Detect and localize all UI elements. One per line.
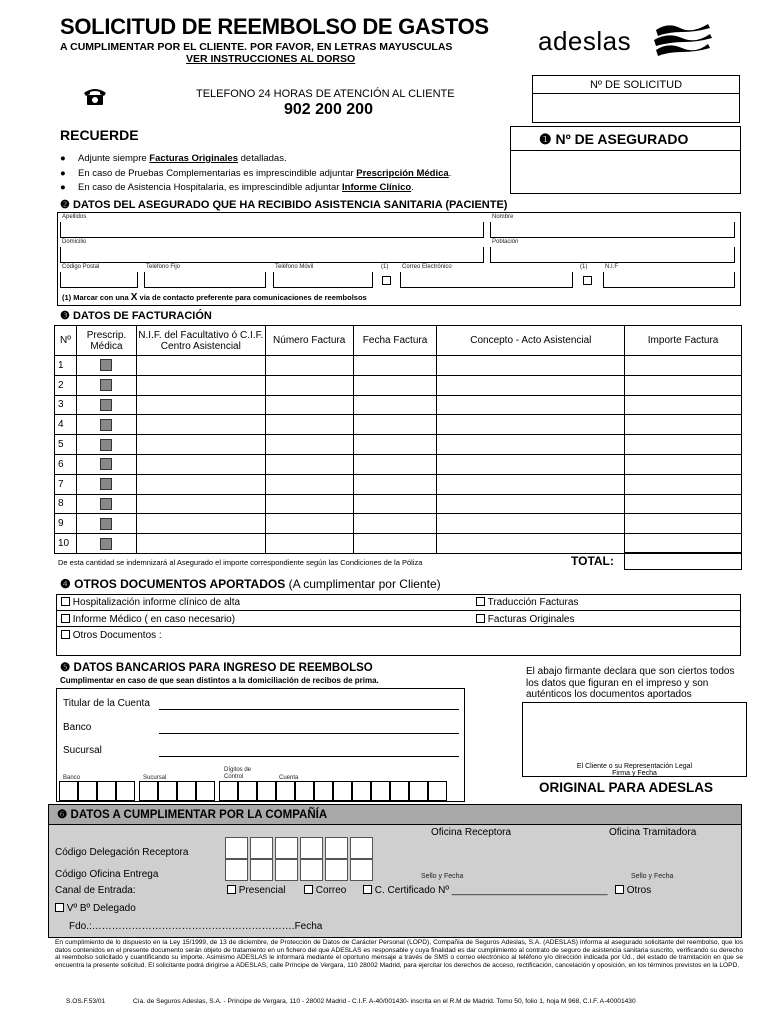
section5-title: ❺ DATOS BANCARIOS PARA INGRESO DE REEMBOLSO <box>60 662 373 674</box>
billing-cell[interactable] <box>353 494 437 514</box>
col-header: N.I.F. del Facultativo ó C.I.F. Centro Asistencial <box>136 326 265 356</box>
prescripcion-checkbox[interactable] <box>100 478 112 490</box>
section3-title: ❸ DATOS DE FACTURACIÓN <box>60 310 212 322</box>
total-label: TOTAL: <box>571 554 614 568</box>
section2-title: ❷ DATOS DEL ASEGURADO QUE HA RECIBIDO ASISTENCIA SANITARIA (PACIENTE) <box>60 199 508 211</box>
account-digit-box[interactable] <box>428 781 447 801</box>
form-title: SOLICITUD DE REEMBOLSO DE GASTOS <box>60 14 489 39</box>
billing-footnote: De esta cantidad se indemnizará al Asegurado el importe correspondiente según las Condiciones de la Póliza <box>58 558 423 567</box>
company-code-box[interactable] <box>250 859 273 881</box>
account-digit-box[interactable] <box>139 781 158 801</box>
codigo-postal-label: Código Postal <box>62 264 100 270</box>
canal-certificado[interactable]: C. Certificado Nº ____________________________ <box>363 885 608 896</box>
mark-note-1: (1) <box>381 264 389 270</box>
billing-cell[interactable] <box>437 494 625 514</box>
logo-waves-icon <box>652 18 714 58</box>
billing-cell[interactable] <box>353 474 437 494</box>
telephone-icon <box>82 86 108 106</box>
billing-cell[interactable] <box>353 514 437 534</box>
correo-label: Correo Electrónico <box>402 264 452 270</box>
solicitud-number-field[interactable] <box>533 94 739 122</box>
company-code-box[interactable] <box>300 837 323 859</box>
billing-cell[interactable] <box>353 415 437 435</box>
row-divider <box>57 610 740 611</box>
billing-cell[interactable] <box>136 454 265 474</box>
billing-row <box>55 356 742 376</box>
row-number: 8 <box>55 494 77 514</box>
poblacion-field[interactable] <box>490 247 735 263</box>
billing-cell[interactable] <box>353 375 437 395</box>
row-number: 7 <box>55 474 77 494</box>
billing-cell[interactable] <box>265 356 353 376</box>
account-digit-box[interactable] <box>97 781 116 801</box>
account-digit-box[interactable] <box>238 781 257 801</box>
recuerde-list <box>60 152 451 196</box>
row-number: 2 <box>55 375 77 395</box>
account-digit-box[interactable] <box>314 781 333 801</box>
account-digit-box[interactable] <box>177 781 196 801</box>
signature-box[interactable] <box>522 702 747 777</box>
sello-fecha-1: Sello y Fecha <box>421 873 464 880</box>
prescripcion-cell[interactable] <box>76 435 136 455</box>
row-number: 9 <box>55 514 77 534</box>
billing-cell[interactable] <box>625 454 742 474</box>
billing-cell[interactable] <box>437 356 625 376</box>
banco-digits-label: Banco <box>63 775 81 781</box>
doc-option[interactable]: Informe Médico ( en caso necesario) <box>61 614 235 625</box>
section4-title: ❹ OTROS DOCUMENTOS APORTADOS (A cumplimentar por Cliente) <box>60 577 441 591</box>
company-code-box[interactable] <box>275 837 298 859</box>
billing-cell[interactable] <box>625 375 742 395</box>
section4-box <box>56 594 741 656</box>
col-header: Nº <box>55 326 77 356</box>
billing-cell[interactable] <box>625 356 742 376</box>
asegurado-box <box>510 126 741 194</box>
section6-header: ❻ DATOS A CUMPLIMENTAR POR LA COMPAÑÍA <box>49 805 741 825</box>
digitos-label-1: Dígitos de <box>224 767 252 773</box>
account-digit-box[interactable] <box>78 781 97 801</box>
informe-medico-checkbox[interactable] <box>61 614 70 623</box>
codigo-postal-field[interactable] <box>60 272 138 288</box>
col-header: Fecha Factura <box>353 326 437 356</box>
billing-cell[interactable] <box>265 494 353 514</box>
doc-option[interactable]: Traducción Facturas <box>476 597 578 608</box>
billing-cell[interactable] <box>265 534 353 554</box>
prescripcion-checkbox[interactable] <box>100 359 112 371</box>
facturas-originales-checkbox[interactable] <box>476 614 485 623</box>
asegurado-number-field[interactable] <box>511 151 740 193</box>
sucursal-digits-label: Sucursal <box>143 775 167 781</box>
apellidos-field[interactable] <box>60 222 484 238</box>
billing-cell[interactable] <box>625 494 742 514</box>
contact-preference-note: (1) Marcar con una X vía de contacto preferente para comunicaciones de reembolsos <box>62 292 367 303</box>
company-footer: Cía. de Seguros Adeslas, S.A. - Príncipe de Vergara, 110 - 28002 Madrid - C.I.F. A-40/001430- inscrita en el R.M de Madrid. Tomo 50, folio 1, hoja M 968, C.I.F. A-40001430 <box>133 998 636 1005</box>
billing-row <box>55 454 742 474</box>
legal-notice: En cumplimiento de lo dispuesto en la Ley 15/1999, de 13 de diciembre, de Protección de Datos de Carácter Personal (LOPD), Compañía de Seguros Adeslas, S.A. (ADESLAS) informa al asegurado solicitante del reembolso, que los datos contenidos en el presente documento serán objeto de tratamiento en un fichero del que ADESLAS es responsable y cuya finalidad es dar cumplimiento al contrato de seguro de asistencia sanitaria suscrito, verificando su derecho al reembolso solicitado y cuantificando su importe. Asimismo ADESLAS le informará mediante el oportuno mensaje a través de SMS o correo electrónico al teléfono y/o dirección indicada por Ud., del estado de tramitación en que se encuentra la presente solicitud. El solicitante podrá dirigirse a ADESLAS, calle Príncipe de Vergara, 110 28002 Madrid, para ejercitar los derechos de acceso, rectificación, cancelación y oposición, en los términos previstos en la LOPD. <box>55 939 743 969</box>
row-number: 10 <box>55 534 77 554</box>
prescripcion-checkbox[interactable] <box>100 458 112 470</box>
signature-caption-2: Firma y Fecha <box>612 770 657 777</box>
account-digit-box[interactable] <box>158 781 177 801</box>
billing-cell[interactable] <box>265 474 353 494</box>
canal-presencial[interactable]: Presencial <box>227 885 285 896</box>
canal-correo[interactable]: Correo <box>304 885 346 896</box>
col-header: Prescrip. Médica <box>76 326 136 356</box>
billing-cell[interactable] <box>136 514 265 534</box>
prescripcion-checkbox[interactable] <box>100 518 112 530</box>
declaration-text: El abajo firmante declara que son ciertos todos los datos que figuran en el impreso y son auténticos los documentos aportados <box>526 666 735 700</box>
recuerde-title: RECUERDE <box>60 127 139 143</box>
prescripcion-cell[interactable] <box>76 356 136 376</box>
nif-field[interactable] <box>603 272 735 288</box>
prescripcion-checkbox[interactable] <box>100 419 112 431</box>
vb-delegado[interactable]: Vº Bº Delegado <box>55 903 136 914</box>
account-digit-box[interactable] <box>59 781 78 801</box>
sello-fecha-2: Sello y Fecha <box>631 873 674 880</box>
asegurado-label-row: ❶ Nº DE ASEGURADO <box>511 127 740 151</box>
cuenta-digits-label: Cuenta <box>279 775 299 781</box>
billing-cell[interactable] <box>136 474 265 494</box>
company-code-box[interactable] <box>325 837 348 859</box>
logo-text: adeslas <box>538 26 632 56</box>
billing-cell[interactable] <box>437 474 625 494</box>
company-code-box[interactable] <box>325 859 348 881</box>
titular-field[interactable] <box>159 709 459 710</box>
poblacion-label: Población <box>492 239 519 245</box>
company-code-box[interactable] <box>350 859 373 881</box>
solicitud-box <box>532 75 740 123</box>
signature-caption-1: El Cliente o su Representación Legal <box>576 763 693 770</box>
hospitalizacion-checkbox[interactable] <box>61 597 70 606</box>
account-digit-box[interactable] <box>219 781 238 801</box>
fdo-line: Fdo.:…………………………………………………….Fecha <box>69 921 323 932</box>
account-digit-box[interactable] <box>257 781 276 801</box>
prescripcion-checkbox[interactable] <box>100 399 112 411</box>
account-digit-box[interactable] <box>116 781 135 801</box>
billing-cell[interactable] <box>136 435 265 455</box>
billing-row <box>55 474 742 494</box>
adeslas-logo <box>538 24 718 64</box>
phone-label: TELEFONO 24 HORAS DE ATENCIÓN AL CLIENTE <box>196 88 455 100</box>
company-code-box[interactable] <box>350 837 373 859</box>
apellidos-label: Apellidos <box>62 214 87 220</box>
billing-cell[interactable] <box>136 494 265 514</box>
billing-row <box>55 415 742 435</box>
digitos-label-2: Control <box>224 774 244 780</box>
billing-cell[interactable] <box>437 514 625 534</box>
billing-cell[interactable] <box>265 514 353 534</box>
recuerde-item: ● En caso de Pruebas Complementarias es imprescindible adjuntar Prescripción Médica. <box>60 167 452 179</box>
oficina-receptora-label: Oficina Receptora <box>431 827 512 838</box>
billing-header-row <box>55 326 742 356</box>
form-subtitle: A CUMPLIMENTAR POR EL CLIENTE. POR FAVOR, EN LETRAS MAYUSCULAS <box>60 41 453 53</box>
vb-delegado-checkbox[interactable] <box>55 903 64 912</box>
company-code-box[interactable] <box>275 859 298 881</box>
phone-preferred-checkbox[interactable] <box>382 276 391 285</box>
billing-cell[interactable] <box>265 415 353 435</box>
billing-row <box>55 395 742 415</box>
billing-cell[interactable] <box>265 435 353 455</box>
correo-field[interactable] <box>400 272 573 288</box>
company-code-box[interactable] <box>225 859 248 881</box>
oficina-tramitadora-label: Oficina Tramitadora <box>609 827 697 838</box>
telefono-movil-label: Teléfono Móvil <box>275 264 314 270</box>
prescripcion-checkbox[interactable] <box>100 498 112 510</box>
company-code-box[interactable] <box>250 837 273 859</box>
prescripcion-cell[interactable] <box>76 395 136 415</box>
prescripcion-cell[interactable] <box>76 474 136 494</box>
company-section <box>48 804 742 938</box>
billing-cell[interactable] <box>625 435 742 455</box>
mark-note-2: (1) <box>580 264 588 270</box>
company-code-box[interactable] <box>300 859 323 881</box>
account-digit-box[interactable] <box>390 781 409 801</box>
prescripcion-cell[interactable] <box>76 514 136 534</box>
billing-cell[interactable] <box>625 474 742 494</box>
row-number: 5 <box>55 435 77 455</box>
billing-row <box>55 534 742 554</box>
certificado-checkbox[interactable] <box>363 885 372 894</box>
instructions-note: VER INSTRUCCIONES AL DORSO <box>186 53 356 65</box>
billing-cell[interactable] <box>353 395 437 415</box>
doc-option[interactable]: Otros Documentos : <box>61 630 162 641</box>
banco-field[interactable] <box>159 733 459 734</box>
recuerde-item: ● Adjunte siempre Facturas Originales detalladas. <box>60 153 287 164</box>
billing-row <box>55 494 742 514</box>
billing-cell[interactable] <box>136 375 265 395</box>
section5-subtitle: Cumplimentar en caso de que sean distintos a la domiciliación de recibos de prima. <box>60 676 379 685</box>
nombre-field[interactable] <box>490 222 735 238</box>
recuerde-item: ● En caso de Asistencia Hospitalaria, es imprescindible adjuntar Informe Clínico. <box>60 182 414 193</box>
row-number: 6 <box>55 454 77 474</box>
bank-box <box>56 688 465 802</box>
billing-row <box>55 514 742 534</box>
nombre-label: Nombre <box>492 214 514 220</box>
billing-cell[interactable] <box>437 435 625 455</box>
row-number: 1 <box>55 356 77 376</box>
row-divider <box>57 626 740 627</box>
billing-cell[interactable] <box>136 534 265 554</box>
titular-label: Titular de la Cuenta <box>63 698 150 709</box>
billing-table <box>54 325 742 554</box>
canal-label: Canal de Entrada: <box>55 885 136 896</box>
billing-row <box>55 435 742 455</box>
telefono-fijo-field[interactable] <box>144 272 266 288</box>
domicilio-field[interactable] <box>60 247 484 263</box>
otros-documentos-checkbox[interactable] <box>61 630 70 639</box>
billing-cell[interactable] <box>437 375 625 395</box>
codigo-oficina-label: Código Oficina Entrega <box>55 869 159 880</box>
prescripcion-cell[interactable] <box>76 454 136 474</box>
billing-row <box>55 375 742 395</box>
correo-checkbox[interactable] <box>304 885 313 894</box>
solicitud-label: Nº DE SOLICITUD <box>533 76 739 94</box>
prescripcion-cell[interactable] <box>76 494 136 514</box>
doc-option[interactable]: Hospitalización informe clínico de alta <box>61 597 240 608</box>
billing-cell[interactable] <box>353 356 437 376</box>
col-header: Importe Factura <box>625 326 742 356</box>
prescripcion-checkbox[interactable] <box>100 538 112 550</box>
original-label: ORIGINAL PARA ADESLAS <box>539 780 714 795</box>
codigo-delegacion-label: Código Delegación Receptora <box>55 847 189 858</box>
company-code-box[interactable] <box>225 837 248 859</box>
billing-cell[interactable] <box>265 375 353 395</box>
billing-cell[interactable] <box>136 356 265 376</box>
account-digit-box[interactable] <box>409 781 428 801</box>
billing-cell[interactable] <box>437 534 625 554</box>
billing-cell[interactable] <box>437 454 625 474</box>
presencial-checkbox[interactable] <box>227 885 236 894</box>
prescripcion-cell[interactable] <box>76 375 136 395</box>
telefono-fijo-label: Teléfono Fijo <box>146 264 181 270</box>
row-number: 3 <box>55 395 77 415</box>
domicilio-label: Domicilio <box>62 239 87 245</box>
row-number: 4 <box>55 415 77 435</box>
billing-cell[interactable] <box>437 395 625 415</box>
billing-cell[interactable] <box>353 435 437 455</box>
nif-label: N.I.F <box>605 264 618 270</box>
doc-option[interactable]: Facturas Originales <box>476 614 574 625</box>
total-field[interactable] <box>624 552 742 570</box>
account-digit-box[interactable] <box>276 781 295 801</box>
traduccion-checkbox[interactable] <box>476 597 485 606</box>
billing-cell[interactable] <box>625 534 742 554</box>
banco-label: Banco <box>63 722 92 733</box>
billing-cell[interactable] <box>265 395 353 415</box>
billing-cell[interactable] <box>136 395 265 415</box>
billing-cell[interactable] <box>625 514 742 534</box>
billing-cell[interactable] <box>136 415 265 435</box>
prescripcion-cell[interactable] <box>76 415 136 435</box>
email-preferred-checkbox[interactable] <box>583 276 592 285</box>
prescripcion-cell[interactable] <box>76 534 136 554</box>
col-header: Concepto - Acto Asistencial <box>437 326 625 356</box>
sucursal-field[interactable] <box>159 756 459 757</box>
telefono-movil-field[interactable] <box>273 272 373 288</box>
account-digit-box[interactable] <box>371 781 390 801</box>
account-digit-box[interactable] <box>196 781 215 801</box>
phone-number: 902 200 200 <box>284 101 373 118</box>
col-header: Número Factura <box>265 326 353 356</box>
account-digit-box[interactable] <box>333 781 352 801</box>
account-digit-box[interactable] <box>352 781 371 801</box>
sucursal-label: Sucursal <box>63 745 102 756</box>
otros-checkbox[interactable] <box>615 885 624 894</box>
billing-cell[interactable] <box>265 454 353 474</box>
prescripcion-checkbox[interactable] <box>100 379 112 391</box>
prescripcion-checkbox[interactable] <box>100 439 112 451</box>
billing-cell[interactable] <box>625 395 742 415</box>
canal-otros[interactable]: Otros <box>615 885 651 896</box>
billing-cell[interactable] <box>437 415 625 435</box>
form-code: S.OS.F.53/01 <box>66 998 106 1005</box>
billing-cell[interactable] <box>353 534 437 554</box>
billing-rows <box>55 356 742 554</box>
billing-cell[interactable] <box>353 454 437 474</box>
billing-cell[interactable] <box>625 415 742 435</box>
account-digit-box[interactable] <box>295 781 314 801</box>
